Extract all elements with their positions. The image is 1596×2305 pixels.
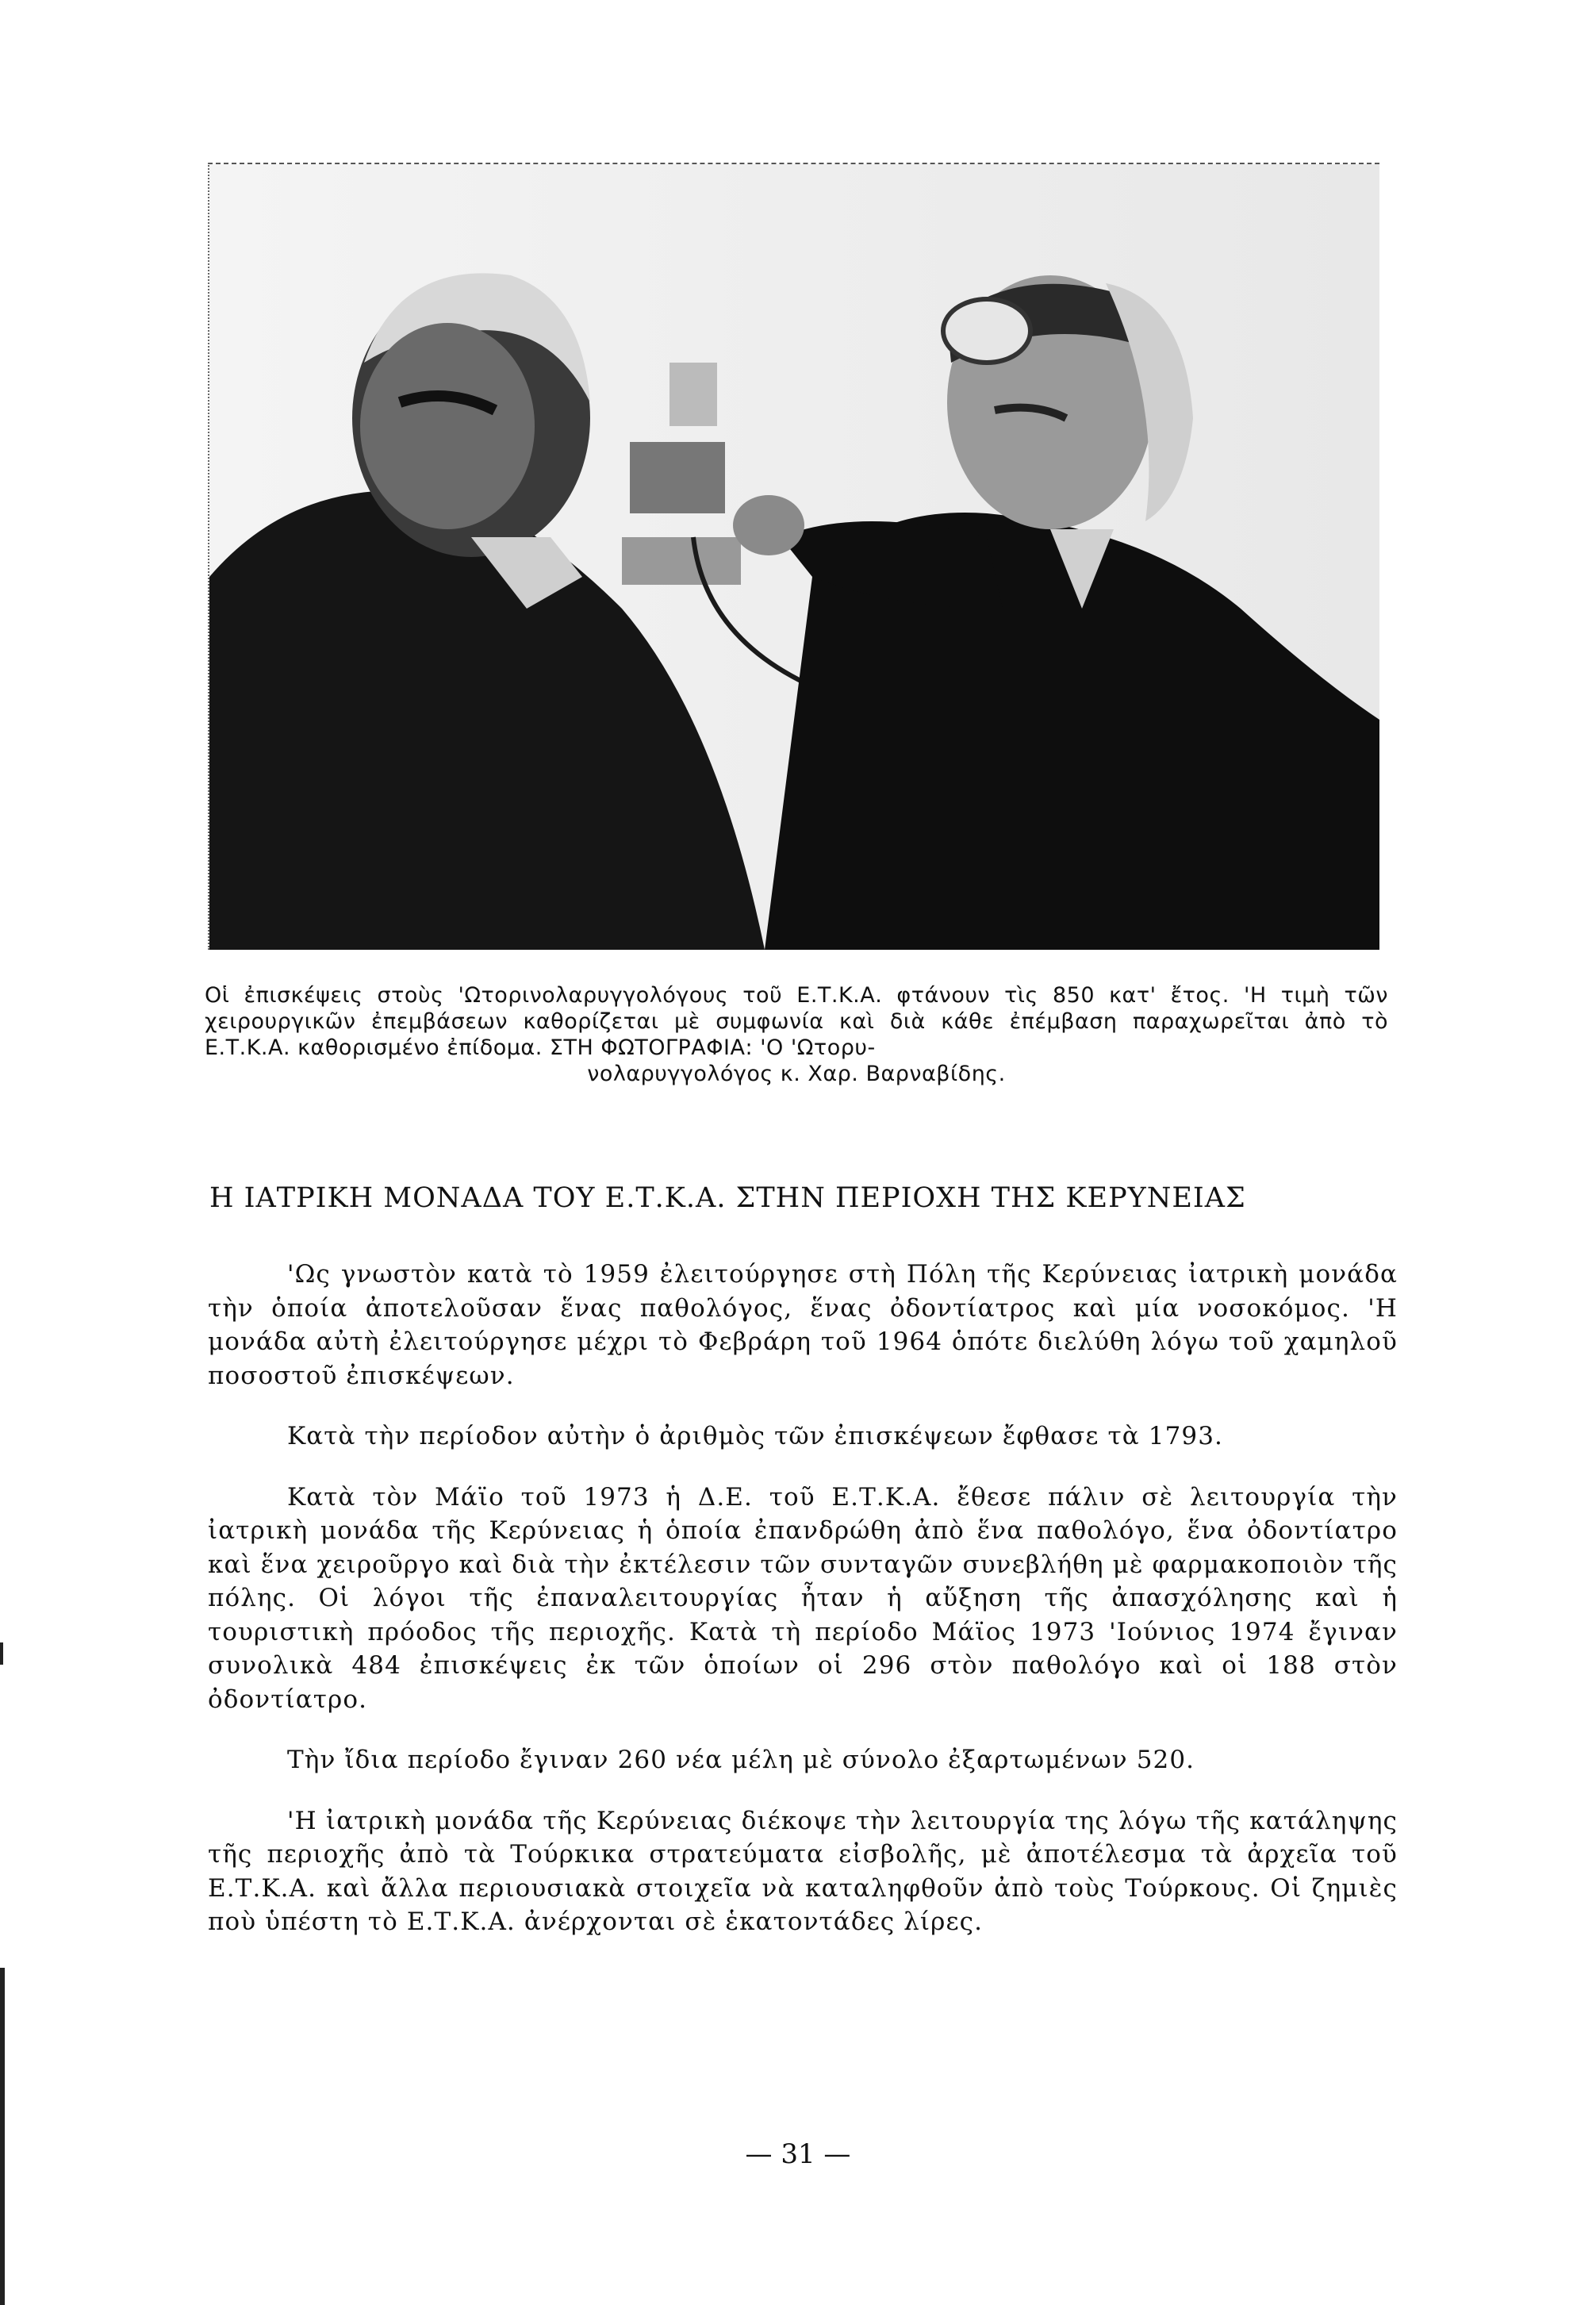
- page-number: — 31 —: [745, 2138, 851, 2170]
- paragraph: Τὴν ἴδια περίοδο ἔγιναν 260 νέα μέλη μὲ σύνολο ἐξαρτωμένων 520.: [287, 1746, 1195, 1774]
- paragraph: 'Ως γνωστὸν κατὰ τὸ 1959 ἐλειτούργησε στὴ Πόλη τῆς Κερύνειας ἰατρικὴ μονάδα τὴν ὁποία ἀποτελοῦσαν ἕνας παθολόγος, ἕνας ὀδοντίατρος καὶ μία νοσοκόμος. 'Η μονάδα αὐτὴ ἐλειτούργησε μέχρι τὸ Φεβράρη τοῦ 1964 ὁπότε διελύθη λόγω τοῦ χαμηλοῦ ποσοστοῦ ἐπισκέψεων.: [208, 1260, 1398, 1390]
- paragraph: 'Η ἰατρικὴ μονάδα τῆς Κερύνειας διέκοψε τὴν λειτουργία της λόγω τῆς κατάληψης τῆς περιοχῆς ἀπὸ τὰ Τούρκικα στρατεύματα εἰσβολῆς, μὲ ἀποτέλεσμα τὰ ἀρχεῖα τοῦ Ε.Τ.Κ.Α. καὶ ἄλλα περιουσιακὰ στοιχεῖα νὰ καταληφθοῦν ἀπὸ τοὺς Τούρκους. Οἱ ζημιὲς ποὺ ὑπέστη τὸ Ε.Τ.Κ.Α. ἀνέρχονται σὲ ἑκατοντάδες λίρες.: [208, 1806, 1398, 1936]
- caption-text: Οἱ ἐπισκέψεις στοὺς 'Ωτορινολαρυγγολόγους τοῦ Ε.Τ.Κ.Α. φτάνουν τὶς 850 κατ' ἔτος. 'Η τιμὴ τῶν χειρουργικῶν ἐπεμβάσεων καθορίζεται μὲ συμφωνία καὶ διὰ κάθε ἐπέμβαση παραχωρεῖται ἀπὸ τὸ Ε.Τ.Κ.Α. καθορισμένο ἐπίδομα. ΣΤΗ ΦΩΤΟΓΡΑΦΙΑ: 'Ο 'Ωτορυ-: [205, 983, 1388, 1060]
- photograph: [208, 163, 1379, 950]
- scan-edge-mark: [0, 1642, 3, 1665]
- photo-caption: [205, 982, 1388, 1087]
- paragraph: Κατὰ τὴν περίοδον αὐτὴν ὁ ἀριθμὸς τῶν ἐπισκέψεων ἔφθασε τὰ 1793.: [287, 1422, 1224, 1450]
- paragraph: Κατὰ τὸν Μάϊο τοῦ 1973 ἡ Δ.Ε. τοῦ Ε.Τ.Κ.Α. ἔθεσε πάλιν σὲ λειτουργία τὴν ἰατρικὴ μονάδα τῆς Κερύνειας ἡ ὁποία ἐπανδρώθη ἀπὸ ἕνα παθολόγο, ἕνα ὀδοντίατρο καὶ ἕνα χειροῦργο καὶ διὰ τὴν ἐκτέλεσιν τῶν συνταγῶν συνεβλήθη μὲ φαρμακοποιὸν τῆς πόλης. Οἱ λόγοι τῆς ἐπαναλειτουργίας ἦταν ἡ αὔξηση τῆς ἀπασχόλησης καὶ ἡ τουριστικὴ πρόοδος τῆς περιοχῆς. Κατὰ τὴ περίοδο Μάϊος 1973 'Ιούνιος 1974 ἔγιναν συνολικὰ 484 ἐπισκέψεις ἐκ τῶν ὁποίων οἱ 296 στὸν παθολόγο καὶ οἱ 188 στὸν ὀδοντίατρο.: [208, 1482, 1398, 1714]
- section-heading: Η ΙΑΤΡΙΚΗ ΜΟΝΑΔΑ ΤΟΥ Ε.Τ.Κ.Α. ΣΤΗΝ ΠΕΡΙΟΧΗ ΤΗΣ ΚΕΡΥΝΕΙΑΣ: [209, 1182, 1246, 1214]
- caption-text-end: νολαρυγγολόγος κ. Χαρ. Βαρναβίδης.: [587, 1062, 1006, 1086]
- photograph-icon: [209, 164, 1379, 950]
- scan-edge-mark: [0, 1968, 5, 2305]
- article-body: [208, 1258, 1398, 1966]
